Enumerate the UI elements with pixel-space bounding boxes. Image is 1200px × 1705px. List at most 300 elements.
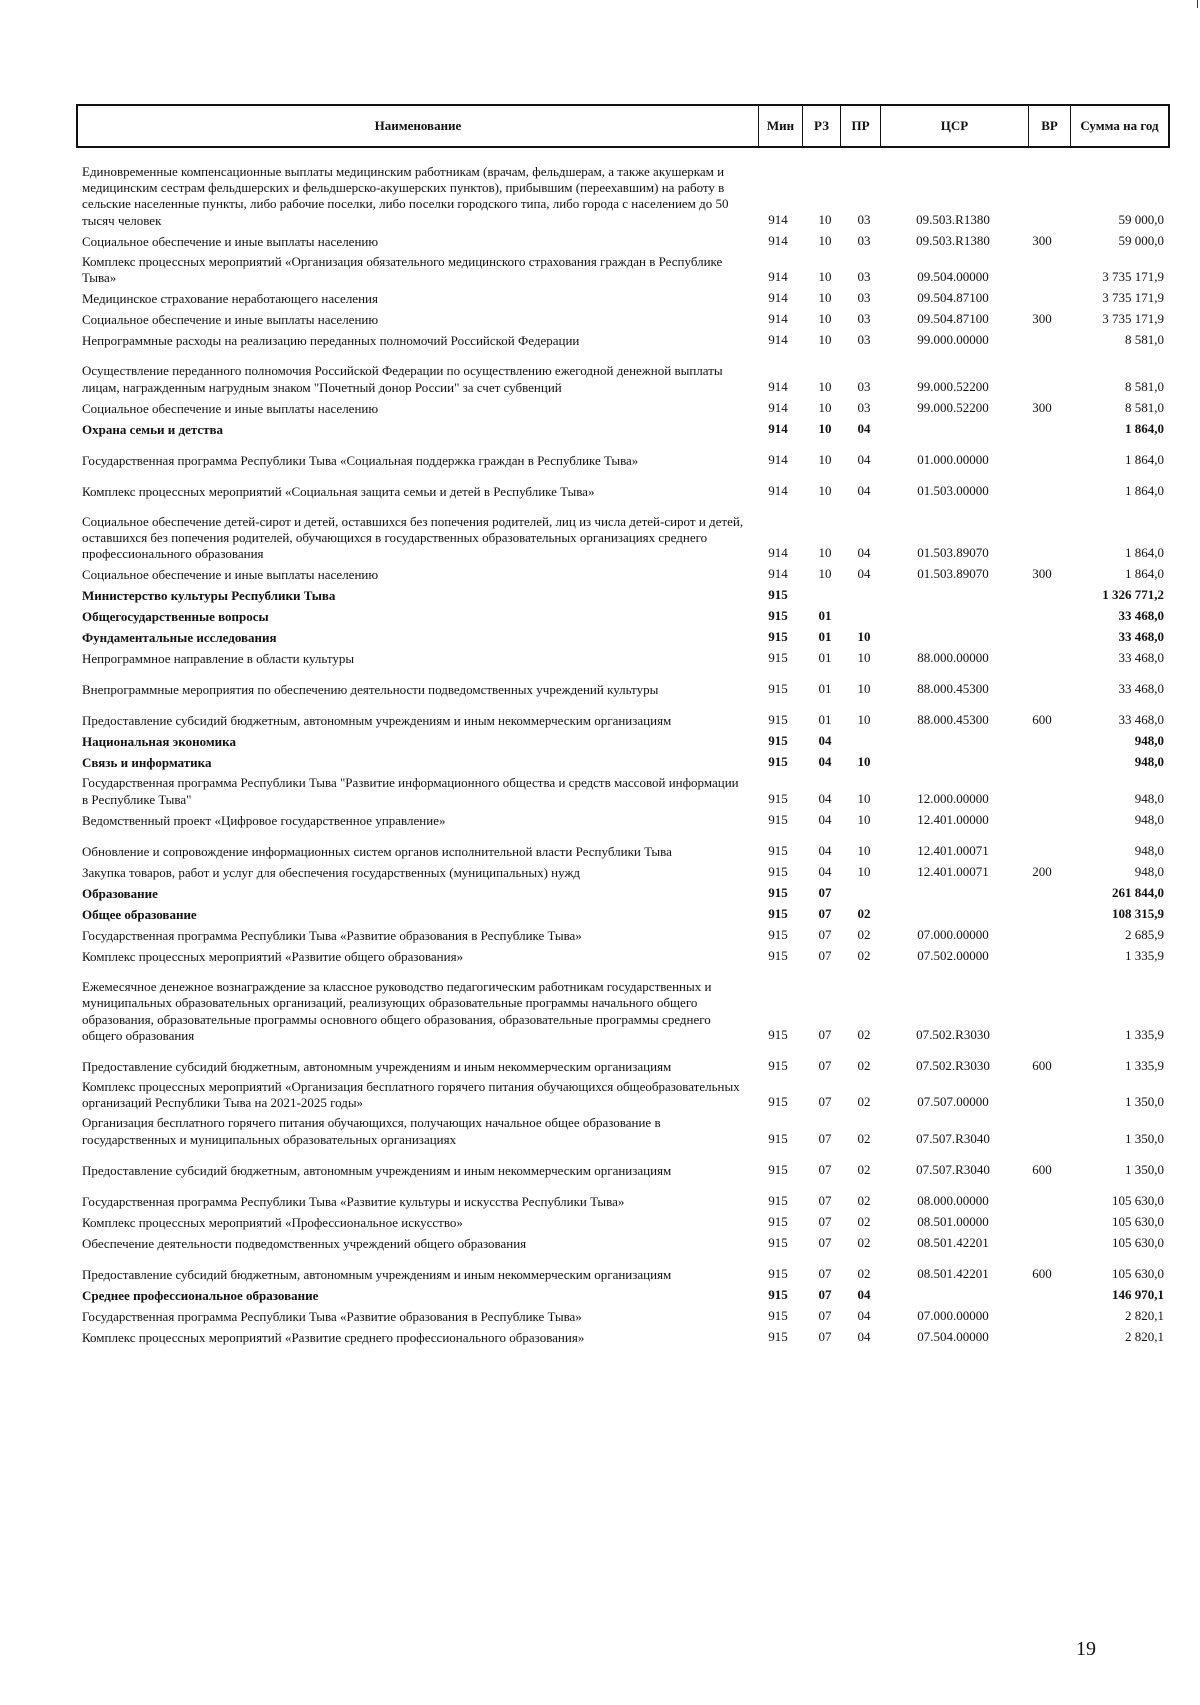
row-name: Организация бесплатного горячего питания обучающихся, получающих начальное общее образование в государственных и муниципальных образовательных организациях (82, 1115, 661, 1147)
row-csr: 07.502.R3030 (916, 1058, 990, 1074)
row-rz: 10 (818, 545, 832, 561)
row-rz: 10 (818, 378, 832, 394)
row-pr: 02 (857, 1234, 871, 1250)
row-name: Комплекс процессных мероприятий «Развитие среднего профессионального образования» (82, 1329, 585, 1345)
table-row (82, 563, 1170, 584)
row-sum: 59 000,0 (1118, 211, 1164, 227)
row-vr (1022, 943, 1062, 944)
row-vr: 600 (1032, 1265, 1052, 1281)
table-row (82, 808, 1170, 829)
row-min: 915 (768, 681, 788, 697)
row-csr: 01.000.00000 (917, 451, 989, 467)
table-row (82, 448, 1170, 469)
row-vr (1022, 625, 1062, 626)
row-min: 914 (768, 269, 788, 285)
row-min: 915 (768, 1213, 788, 1229)
row-pr: 03 (857, 211, 871, 227)
row-min: 915 (768, 905, 788, 921)
row-vr (1022, 667, 1062, 668)
row-csr: 12.401.00071 (917, 863, 989, 879)
table-row (82, 329, 1170, 350)
row-min: 915 (768, 926, 788, 942)
row-pr: 02 (857, 1161, 871, 1177)
row-rz: 07 (818, 1328, 832, 1344)
row-min: 915 (768, 884, 788, 900)
row-sum: 105 630,0 (1112, 1234, 1164, 1250)
row-pr: 02 (857, 1213, 871, 1229)
row-vr: 600 (1032, 712, 1052, 728)
row-name: Обновление и сопровождение информационных систем органов исполнительной власти Республики Тыва (82, 843, 672, 859)
row-vr (1022, 437, 1062, 438)
row-sum: 2 820,1 (1125, 1328, 1164, 1344)
row-csr: 99.000.52200 (917, 399, 989, 415)
row-csr: 07.502.R3030 (916, 1027, 990, 1043)
row-csr (884, 771, 1022, 772)
table-row (82, 881, 1170, 902)
row-csr: 09.503.R1380 (916, 211, 990, 227)
row-sum: 948,0 (1134, 842, 1164, 858)
row-rz: 07 (818, 1213, 832, 1229)
row-min: 915 (768, 842, 788, 858)
row-sum: 1 864,0 (1125, 420, 1164, 436)
row-vr (1022, 901, 1062, 902)
row-pr: 02 (857, 1027, 871, 1043)
row-min: 915 (768, 1265, 788, 1281)
page-number: 19 (1076, 1638, 1096, 1660)
row-name: Государственная программа Республики Тыва "Развитие информационного общества и средств массовой информации в Республике Тыва" (82, 775, 739, 807)
row-csr: 07.502.00000 (917, 947, 989, 963)
row-min: 915 (768, 1058, 788, 1074)
row-csr: 12.000.00000 (917, 790, 989, 806)
row-vr (1022, 395, 1062, 396)
row-pr: 10 (857, 629, 871, 645)
row-sum: 2 685,9 (1125, 926, 1164, 942)
row-vr (1022, 468, 1062, 469)
row-sum: 33 468,0 (1118, 629, 1164, 645)
table-row (82, 1075, 1170, 1111)
row-min: 915 (768, 947, 788, 963)
row-pr: 03 (857, 290, 871, 306)
row-min: 915 (768, 754, 788, 770)
row-rz: 01 (818, 681, 832, 697)
table-row (82, 751, 1170, 772)
header-vr: ВР (1028, 106, 1070, 146)
row-name: Министерство культуры Республики Тыва (82, 588, 336, 604)
table-row (82, 1112, 1170, 1148)
row-pr: 02 (857, 1130, 871, 1146)
row-vr (1022, 286, 1062, 287)
table-row (82, 605, 1170, 626)
row-csr (884, 922, 1022, 923)
row-rz: 07 (818, 884, 832, 900)
row-min: 915 (768, 1161, 788, 1177)
row-vr (1022, 771, 1062, 772)
row-rz: 07 (818, 947, 832, 963)
row-sum: 1 335,9 (1125, 1027, 1164, 1043)
row-pr: 03 (857, 311, 871, 327)
table-row (82, 902, 1170, 923)
row-name: Предоставление субсидий бюджетным, автономным учреждениям и иным некоммерческим организациям (82, 1266, 672, 1282)
row-min: 915 (768, 629, 788, 645)
row-vr: 300 (1032, 232, 1052, 248)
table-row (82, 772, 1170, 808)
row-csr (884, 901, 1022, 902)
row-name: Непрограммное направление в области культуры (82, 651, 355, 667)
row-vr: 300 (1032, 566, 1052, 582)
row-rz: 10 (818, 420, 832, 436)
row-csr: 07.507.R3040 (916, 1161, 990, 1177)
row-rz (806, 604, 844, 605)
row-rz: 07 (818, 1192, 832, 1208)
table-row (82, 1283, 1170, 1304)
row-min: 914 (768, 232, 788, 248)
row-sum: 3 735 171,9 (1102, 311, 1164, 327)
row-name: Социальное обеспечение детей-сирот и детей, оставшихся без попечения родителей, лиц из числа детей-сирот и детей, оставшихся без попечения родителей, обучающихся в государственных образовательных организациях среднего профессионального образования (82, 513, 744, 562)
row-pr: 02 (857, 1192, 871, 1208)
row-rz: 10 (818, 290, 832, 306)
row-min: 914 (768, 420, 788, 436)
row-pr: 04 (857, 482, 871, 498)
row-csr: 01.503.00000 (917, 482, 989, 498)
row-vr (1022, 646, 1062, 647)
row-sum: 1 864,0 (1125, 482, 1164, 498)
table-row (82, 709, 1170, 730)
row-rz: 07 (818, 1234, 832, 1250)
row-min: 915 (768, 1286, 788, 1302)
row-name: Общее образование (82, 906, 197, 922)
table-row (82, 1054, 1170, 1075)
row-rz: 04 (818, 811, 832, 827)
row-pr: 04 (857, 1328, 871, 1344)
row-rz: 10 (818, 566, 832, 582)
row-sum: 3 735 171,9 (1102, 290, 1164, 306)
row-name: Социальное обеспечение и иные выплаты населению (82, 400, 379, 416)
row-sum: 8 581,0 (1125, 332, 1164, 348)
row-pr: 04 (857, 1307, 871, 1323)
row-name: Ежемесячное денежное вознаграждение за классное руководство педагогическим работникам государственных и муниципальных образовательных организаций, реализующих образовательные программы начального общего образования, образовательные программы основного общего образования, образовательные программы среднего общего образования (82, 978, 712, 1044)
row-min: 914 (768, 378, 788, 394)
row-pr: 10 (857, 754, 871, 770)
row-min: 914 (768, 399, 788, 415)
table-row (82, 1262, 1170, 1283)
row-csr: 08.000.00000 (917, 1192, 989, 1208)
row-pr: 10 (857, 650, 871, 666)
row-pr: 04 (857, 1286, 871, 1302)
row-name: Государственная программа Республики Тыва «Развитие культуры и искусства Республики Тыва» (82, 1193, 625, 1209)
row-sum: 33 468,0 (1118, 712, 1164, 728)
table-row (82, 510, 1170, 563)
row-pr: 03 (857, 232, 871, 248)
row-min: 915 (768, 1094, 788, 1110)
table-row (82, 396, 1170, 417)
header-sum: Сумма на год (1070, 106, 1168, 146)
row-min: 914 (768, 566, 788, 582)
row-sum: 1 350,0 (1125, 1130, 1164, 1146)
row-rz: 10 (818, 232, 832, 248)
row-csr: 99.000.00000 (917, 332, 989, 348)
row-name: Осуществление переданного полномочия Российской Федерации по осуществлению ежегодной денежной выплаты лицам, награжденным нагрудным знаком "Почетный донор России" за счет субвенций (82, 363, 723, 395)
row-name: Медицинское страхование неработающего населения (82, 291, 378, 307)
row-sum: 33 468,0 (1118, 608, 1164, 624)
table-row (82, 1189, 1170, 1210)
row-name: Образование (82, 885, 158, 901)
row-vr (1022, 859, 1062, 860)
row-pr: 03 (857, 399, 871, 415)
header-csr: ЦСР (880, 106, 1028, 146)
table-row (82, 360, 1170, 396)
table-header (76, 104, 1170, 148)
row-csr: 09.504.87100 (917, 311, 989, 327)
row-name: Государственная программа Республики Тыва «Развитие образования в Республике Тыва» (82, 1308, 582, 1324)
row-vr: 600 (1032, 1058, 1052, 1074)
row-rz: 10 (818, 482, 832, 498)
row-name: Комплекс процессных мероприятий «Профессиональное искусство» (82, 1214, 463, 1230)
row-sum: 1 350,0 (1125, 1161, 1164, 1177)
row-pr (844, 901, 884, 902)
row-sum: 33 468,0 (1118, 650, 1164, 666)
row-name: Социальное обеспечение и иные выплаты населению (82, 567, 379, 583)
row-rz: 01 (818, 629, 832, 645)
row-csr: 07.507.00000 (917, 1094, 989, 1110)
row-rz: 01 (818, 712, 832, 728)
row-vr (1022, 750, 1062, 751)
row-csr (884, 750, 1022, 751)
row-rz: 04 (818, 733, 832, 749)
row-csr: 09.504.87100 (917, 290, 989, 306)
row-min: 914 (768, 311, 788, 327)
row-pr: 10 (857, 863, 871, 879)
row-name: Предоставление субсидий бюджетным, автономным учреждениям и иным некоммерческим организациям (82, 713, 672, 729)
row-min: 914 (768, 290, 788, 306)
table-row (82, 160, 1170, 229)
row-csr: 07.000.00000 (917, 926, 989, 942)
row-min: 915 (768, 811, 788, 827)
row-rz: 01 (818, 650, 832, 666)
row-sum: 108 315,9 (1112, 905, 1164, 921)
row-name: Предоставление субсидий бюджетным, автономным учреждениям и иным некоммерческим организациям (82, 1162, 672, 1178)
table-row (82, 1325, 1170, 1346)
row-rz: 10 (818, 269, 832, 285)
row-sum: 1 335,9 (1125, 1058, 1164, 1074)
row-pr: 10 (857, 790, 871, 806)
row-name: Среднее профессиональное образование (82, 1287, 319, 1303)
row-rz: 07 (818, 1094, 832, 1110)
row-rz: 07 (818, 905, 832, 921)
row-min: 915 (768, 608, 788, 624)
row-sum: 948,0 (1134, 811, 1164, 827)
table-row (82, 229, 1170, 250)
row-csr: 07.504.00000 (917, 1328, 989, 1344)
row-vr (1022, 307, 1062, 308)
row-sum: 1 350,0 (1125, 1094, 1164, 1110)
row-vr: 600 (1032, 1161, 1052, 1177)
row-csr (884, 1303, 1022, 1304)
row-min: 915 (768, 1328, 788, 1344)
row-pr (844, 750, 884, 751)
row-sum: 8 581,0 (1125, 378, 1164, 394)
row-name: Социальное обеспечение и иные выплаты населению (82, 312, 379, 328)
row-pr: 02 (857, 926, 871, 942)
row-name: Непрограммные расходы на реализацию переданных полномочий Российской Федерации (82, 333, 580, 349)
row-rz: 10 (818, 311, 832, 327)
row-name: Связь и информатика (82, 755, 212, 771)
row-sum: 948,0 (1134, 863, 1164, 879)
table-row (82, 923, 1170, 944)
row-pr: 10 (857, 681, 871, 697)
row-pr: 03 (857, 332, 871, 348)
row-csr (884, 646, 1022, 647)
table-row (82, 584, 1170, 605)
row-pr: 04 (857, 451, 871, 467)
row-sum: 261 844,0 (1112, 884, 1164, 900)
row-min: 915 (768, 790, 788, 806)
row-sum: 1 864,0 (1125, 451, 1164, 467)
row-pr: 10 (857, 842, 871, 858)
row-pr: 02 (857, 1094, 871, 1110)
row-csr: 07.507.R3040 (916, 1130, 990, 1146)
row-pr: 03 (857, 269, 871, 285)
row-vr (1022, 1251, 1062, 1252)
row-vr (1022, 1345, 1062, 1346)
row-vr (1022, 349, 1062, 350)
row-vr (1022, 1324, 1062, 1325)
row-name: Государственная программа Республики Тыва «Социальная поддержка граждан в Республике Тыва» (82, 452, 639, 468)
table-row (82, 308, 1170, 329)
row-min: 914 (768, 482, 788, 498)
table-row (82, 1158, 1170, 1179)
row-name: Комплекс процессных мероприятий «Социальная защита семьи и детей в Республике Тыва» (82, 483, 595, 499)
row-name: Государственная программа Республики Тыва «Развитие образования в Республике Тыва» (82, 927, 582, 943)
row-pr: 10 (857, 811, 871, 827)
row-pr: 02 (857, 1058, 871, 1074)
row-vr: 300 (1032, 399, 1052, 415)
row-sum: 33 468,0 (1118, 681, 1164, 697)
row-csr: 88.000.45300 (917, 712, 989, 728)
row-vr (1022, 828, 1062, 829)
row-csr: 08.501.42201 (917, 1265, 989, 1281)
row-pr (844, 625, 884, 626)
row-name: Обеспечение деятельности подведомственных учреждений общего образования (82, 1235, 527, 1251)
row-min: 915 (768, 1307, 788, 1323)
table-row (82, 1210, 1170, 1231)
row-name: Охрана семьи и детства (82, 421, 224, 437)
row-vr (1022, 499, 1062, 500)
row-sum: 59 000,0 (1118, 232, 1164, 248)
row-vr (1022, 807, 1062, 808)
header-name: Наименование (374, 118, 462, 133)
table-row (82, 944, 1170, 965)
row-pr: 02 (857, 947, 871, 963)
row-min: 915 (768, 650, 788, 666)
row-min: 914 (768, 451, 788, 467)
row-vr (1022, 1209, 1062, 1210)
table-row (82, 1231, 1170, 1252)
row-rz: 07 (818, 1027, 832, 1043)
table-row (82, 678, 1170, 699)
row-rz: 07 (818, 1130, 832, 1146)
row-vr (1022, 698, 1062, 699)
row-sum: 105 630,0 (1112, 1265, 1164, 1281)
table-row (82, 839, 1170, 860)
row-rz: 07 (818, 1058, 832, 1074)
table-row (82, 626, 1170, 647)
row-sum: 1 335,9 (1125, 947, 1164, 963)
row-rz: 10 (818, 399, 832, 415)
row-sum: 105 630,0 (1112, 1213, 1164, 1229)
row-name: Ведомственный проект «Цифровое государственное управление» (82, 812, 446, 828)
row-vr (1022, 922, 1062, 923)
row-name: Фундаментальные исследования (82, 630, 277, 646)
row-name: Внепрограммные мероприятия по обеспечению деятельности подведомственных учреждений культуры (82, 682, 659, 698)
row-sum: 1 864,0 (1125, 566, 1164, 582)
row-rz: 10 (818, 451, 832, 467)
row-min: 915 (768, 587, 788, 603)
row-vr (1022, 562, 1062, 563)
row-vr: 300 (1032, 311, 1052, 327)
row-pr: 03 (857, 378, 871, 394)
row-min: 915 (768, 1027, 788, 1043)
row-vr (1022, 1147, 1062, 1148)
row-min: 914 (768, 211, 788, 227)
row-vr (1022, 1043, 1062, 1044)
row-sum: 1 326 771,2 (1102, 587, 1164, 603)
row-rz: 07 (818, 1286, 832, 1302)
row-csr: 01.503.89070 (917, 566, 989, 582)
row-csr (884, 604, 1022, 605)
row-min: 914 (768, 545, 788, 561)
row-sum: 8 581,0 (1125, 399, 1164, 415)
row-csr: 09.504.00000 (917, 269, 989, 285)
table-row (82, 975, 1170, 1044)
table-row (82, 479, 1170, 500)
row-csr: 09.503.R1380 (916, 232, 990, 248)
table-row (82, 1304, 1170, 1325)
row-sum: 948,0 (1134, 790, 1164, 806)
row-min: 915 (768, 1130, 788, 1146)
row-sum: 1 864,0 (1125, 545, 1164, 561)
row-rz: 04 (818, 863, 832, 879)
row-min: 915 (768, 1234, 788, 1250)
header-pr: ПР (840, 106, 880, 146)
row-rz: 07 (818, 1161, 832, 1177)
row-pr: 10 (857, 712, 871, 728)
row-csr: 07.000.00000 (917, 1307, 989, 1323)
row-csr: 12.401.00071 (917, 842, 989, 858)
table-row (82, 860, 1170, 881)
row-csr: 99.000.52200 (917, 378, 989, 394)
table-body (82, 160, 1170, 1346)
row-name: Общегосударственные вопросы (82, 609, 269, 625)
row-name: Предоставление субсидий бюджетным, автономным учреждениям и иным некоммерческим организациям (82, 1059, 672, 1075)
row-csr (884, 625, 1022, 626)
row-csr (884, 437, 1022, 438)
row-rz: 04 (818, 842, 832, 858)
table-row (82, 250, 1170, 286)
row-sum: 948,0 (1134, 754, 1164, 770)
row-pr: 04 (857, 566, 871, 582)
row-rz: 04 (818, 790, 832, 806)
row-vr (1022, 1111, 1062, 1112)
row-csr: 08.501.00000 (917, 1213, 989, 1229)
row-rz: 07 (818, 1307, 832, 1323)
row-csr: 08.501.42201 (917, 1234, 989, 1250)
row-min: 915 (768, 863, 788, 879)
table-row (82, 647, 1170, 668)
row-csr: 88.000.00000 (917, 650, 989, 666)
row-sum: 3 735 171,9 (1102, 269, 1164, 285)
row-name: Единовременные компенсационные выплаты медицинским работникам (врачам, фельдшерам, а также акушеркам и медицинским сестрам фельдшерских и фельдшерско-акушерских пунктов), прибывшим (переехавшим) на работу в сельские населенные пункты, либо рабочие поселки, либо поселки городского типа, либо города с населением до 50 тысяч человек (82, 163, 729, 228)
row-csr: 88.000.45300 (917, 681, 989, 697)
